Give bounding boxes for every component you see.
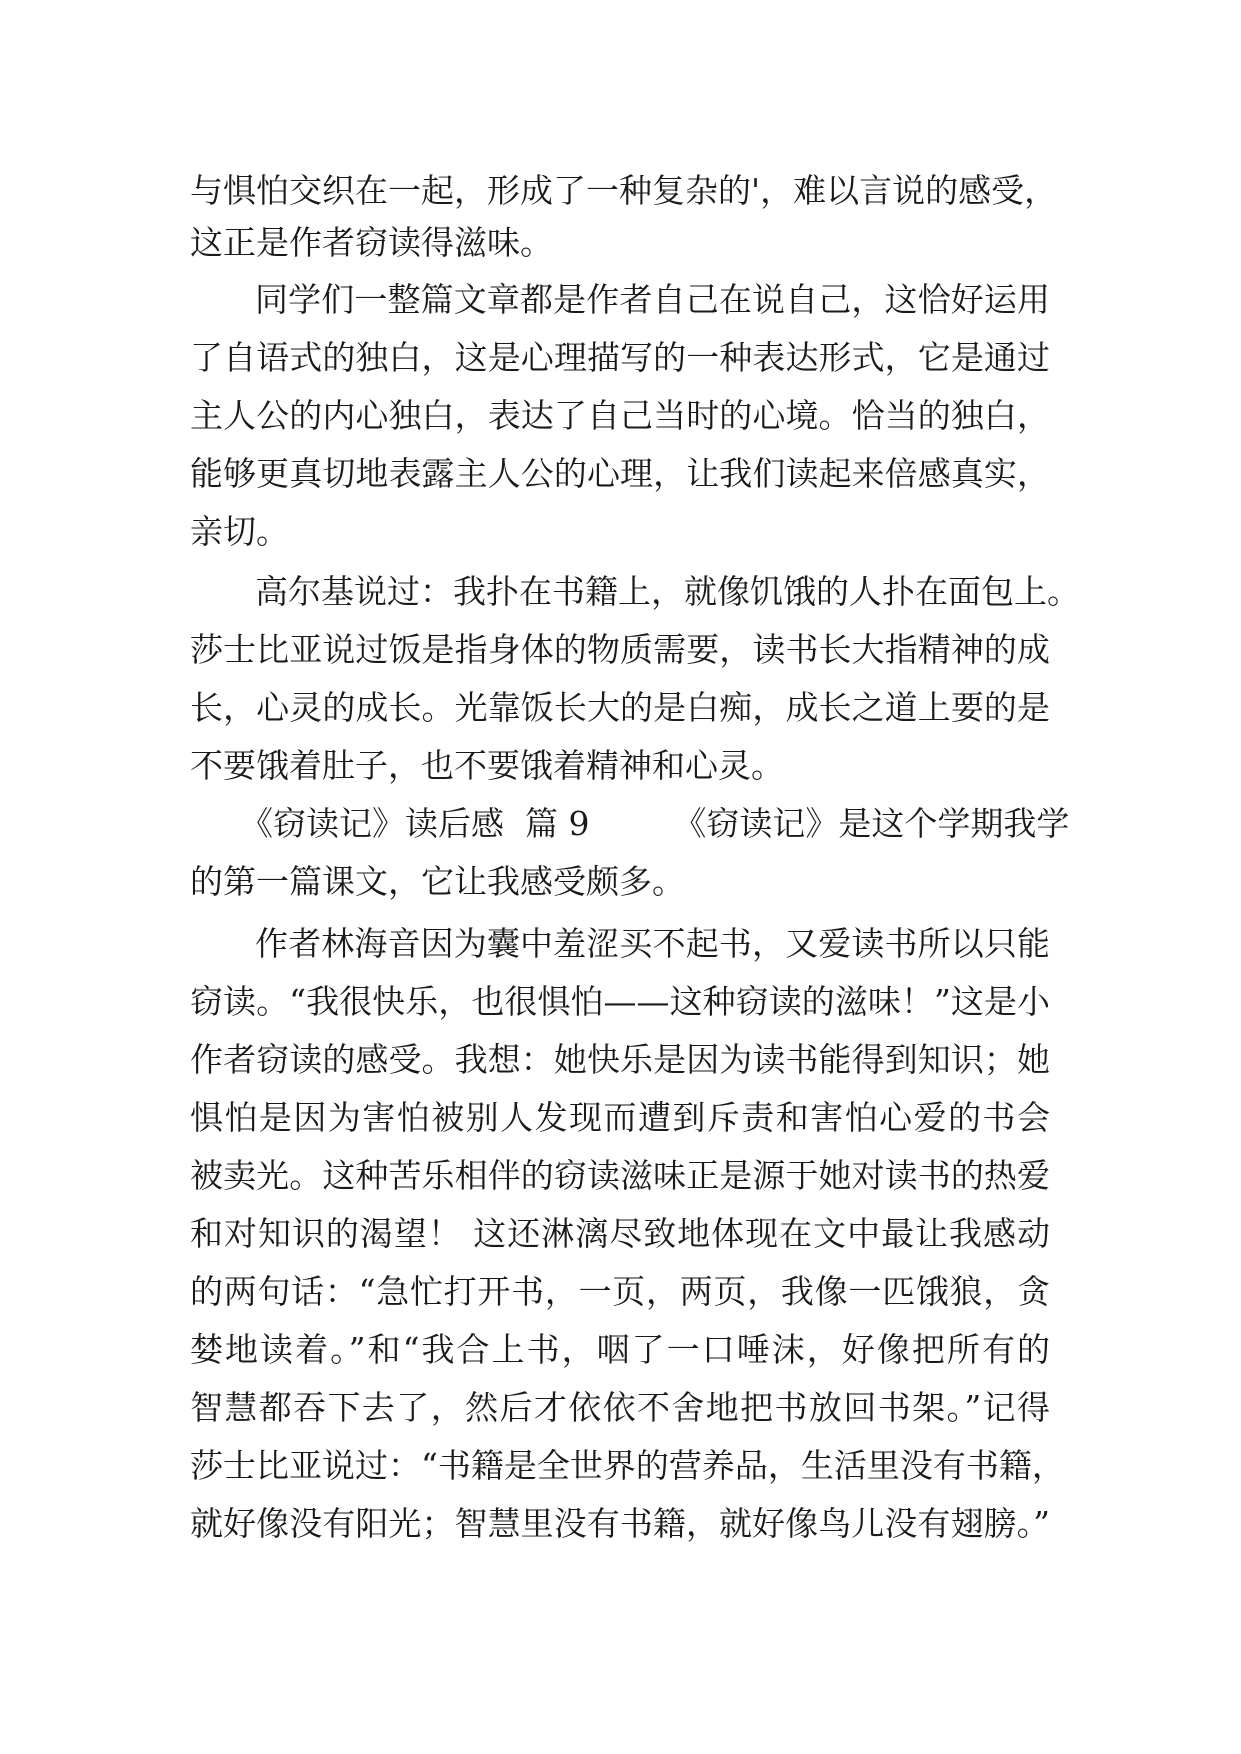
text-line: 作者窃读的感受。我想：她快乐是因为读书能得到知识；她 xyxy=(190,1040,1050,1079)
text-line: 被卖光。这种苦乐相伴的窃读滋味正是源于她对读书的热爱 xyxy=(190,1156,1050,1195)
text-line: 不要饿着肚子，也不要饿着精神和心灵。 xyxy=(190,746,784,785)
text-line: 惧怕是因为害怕被别人发现而遭到斥责和害怕心爱的书会 xyxy=(190,1098,1050,1137)
text-line: 了自语式的独白，这是心理描写的一种表达形式，它是通过 xyxy=(190,338,1050,377)
text-line: 能够更真切地表露主人公的心理，让我们读起来倍感真实， xyxy=(190,454,1050,493)
text-line: 主人公的内心独白，表达了自己当时的心境。恰当的独白， xyxy=(190,396,1050,435)
text-line: 莎士比亚说过饭是指身体的物质需要，读书长大指精神的成 xyxy=(190,630,1050,669)
text-line: 婪地读着。”和“我合上书，咽了一口唾沫，好像把所有的 xyxy=(190,1330,1050,1369)
text-line: 高尔基说过：我扑在书籍上，就像饥饿的人扑在面包上。 xyxy=(255,572,1080,611)
text-line: 亲切。 xyxy=(190,512,289,551)
section-heading-line: 《窃读记》读后感 篇 9 《窃读记》是这个学期我学 xyxy=(240,804,1070,843)
text-line: 长，心灵的成长。光靠饭长大的是白痴，成长之道上要的是 xyxy=(190,688,1050,727)
text-line: 与惧怕交织在一起，形成了一种复杂的'，难以言说的感受， xyxy=(190,171,1058,210)
text-line: 智慧都吞下去了，然后才依依不舍地把书放回书架。”记得 xyxy=(190,1388,1050,1427)
text-line: 窃读。“我很快乐，也很惧怕——这种窃读的滋味！”这是小 xyxy=(190,982,1050,1021)
text-line: 作者林海音因为囊中羞涩买不起书，又爱读书所以只能 xyxy=(255,924,1050,963)
text-line: 同学们一整篇文章都是作者自己在说自己，这恰好运用 xyxy=(255,280,1050,319)
text-line: 这正是作者窃读得滋味。 xyxy=(190,223,553,262)
text-line: 莎士比亚说过：“书籍是全世界的营养品，生活里没有书籍， xyxy=(190,1446,1065,1485)
text-line: 的第一篇课文，它让我感受颇多。 xyxy=(190,862,685,901)
text-line: 和对知识的渴望！ 这还淋漓尽致地体现在文中最让我感动 xyxy=(190,1214,1050,1253)
text-line: 的两句话：“急忙打开书，一页，两页，我像一匹饿狼，贪 xyxy=(190,1272,1050,1311)
text-line: 就好像没有阳光；智慧里没有书籍，就好像鸟儿没有翅膀。” xyxy=(190,1504,1050,1543)
